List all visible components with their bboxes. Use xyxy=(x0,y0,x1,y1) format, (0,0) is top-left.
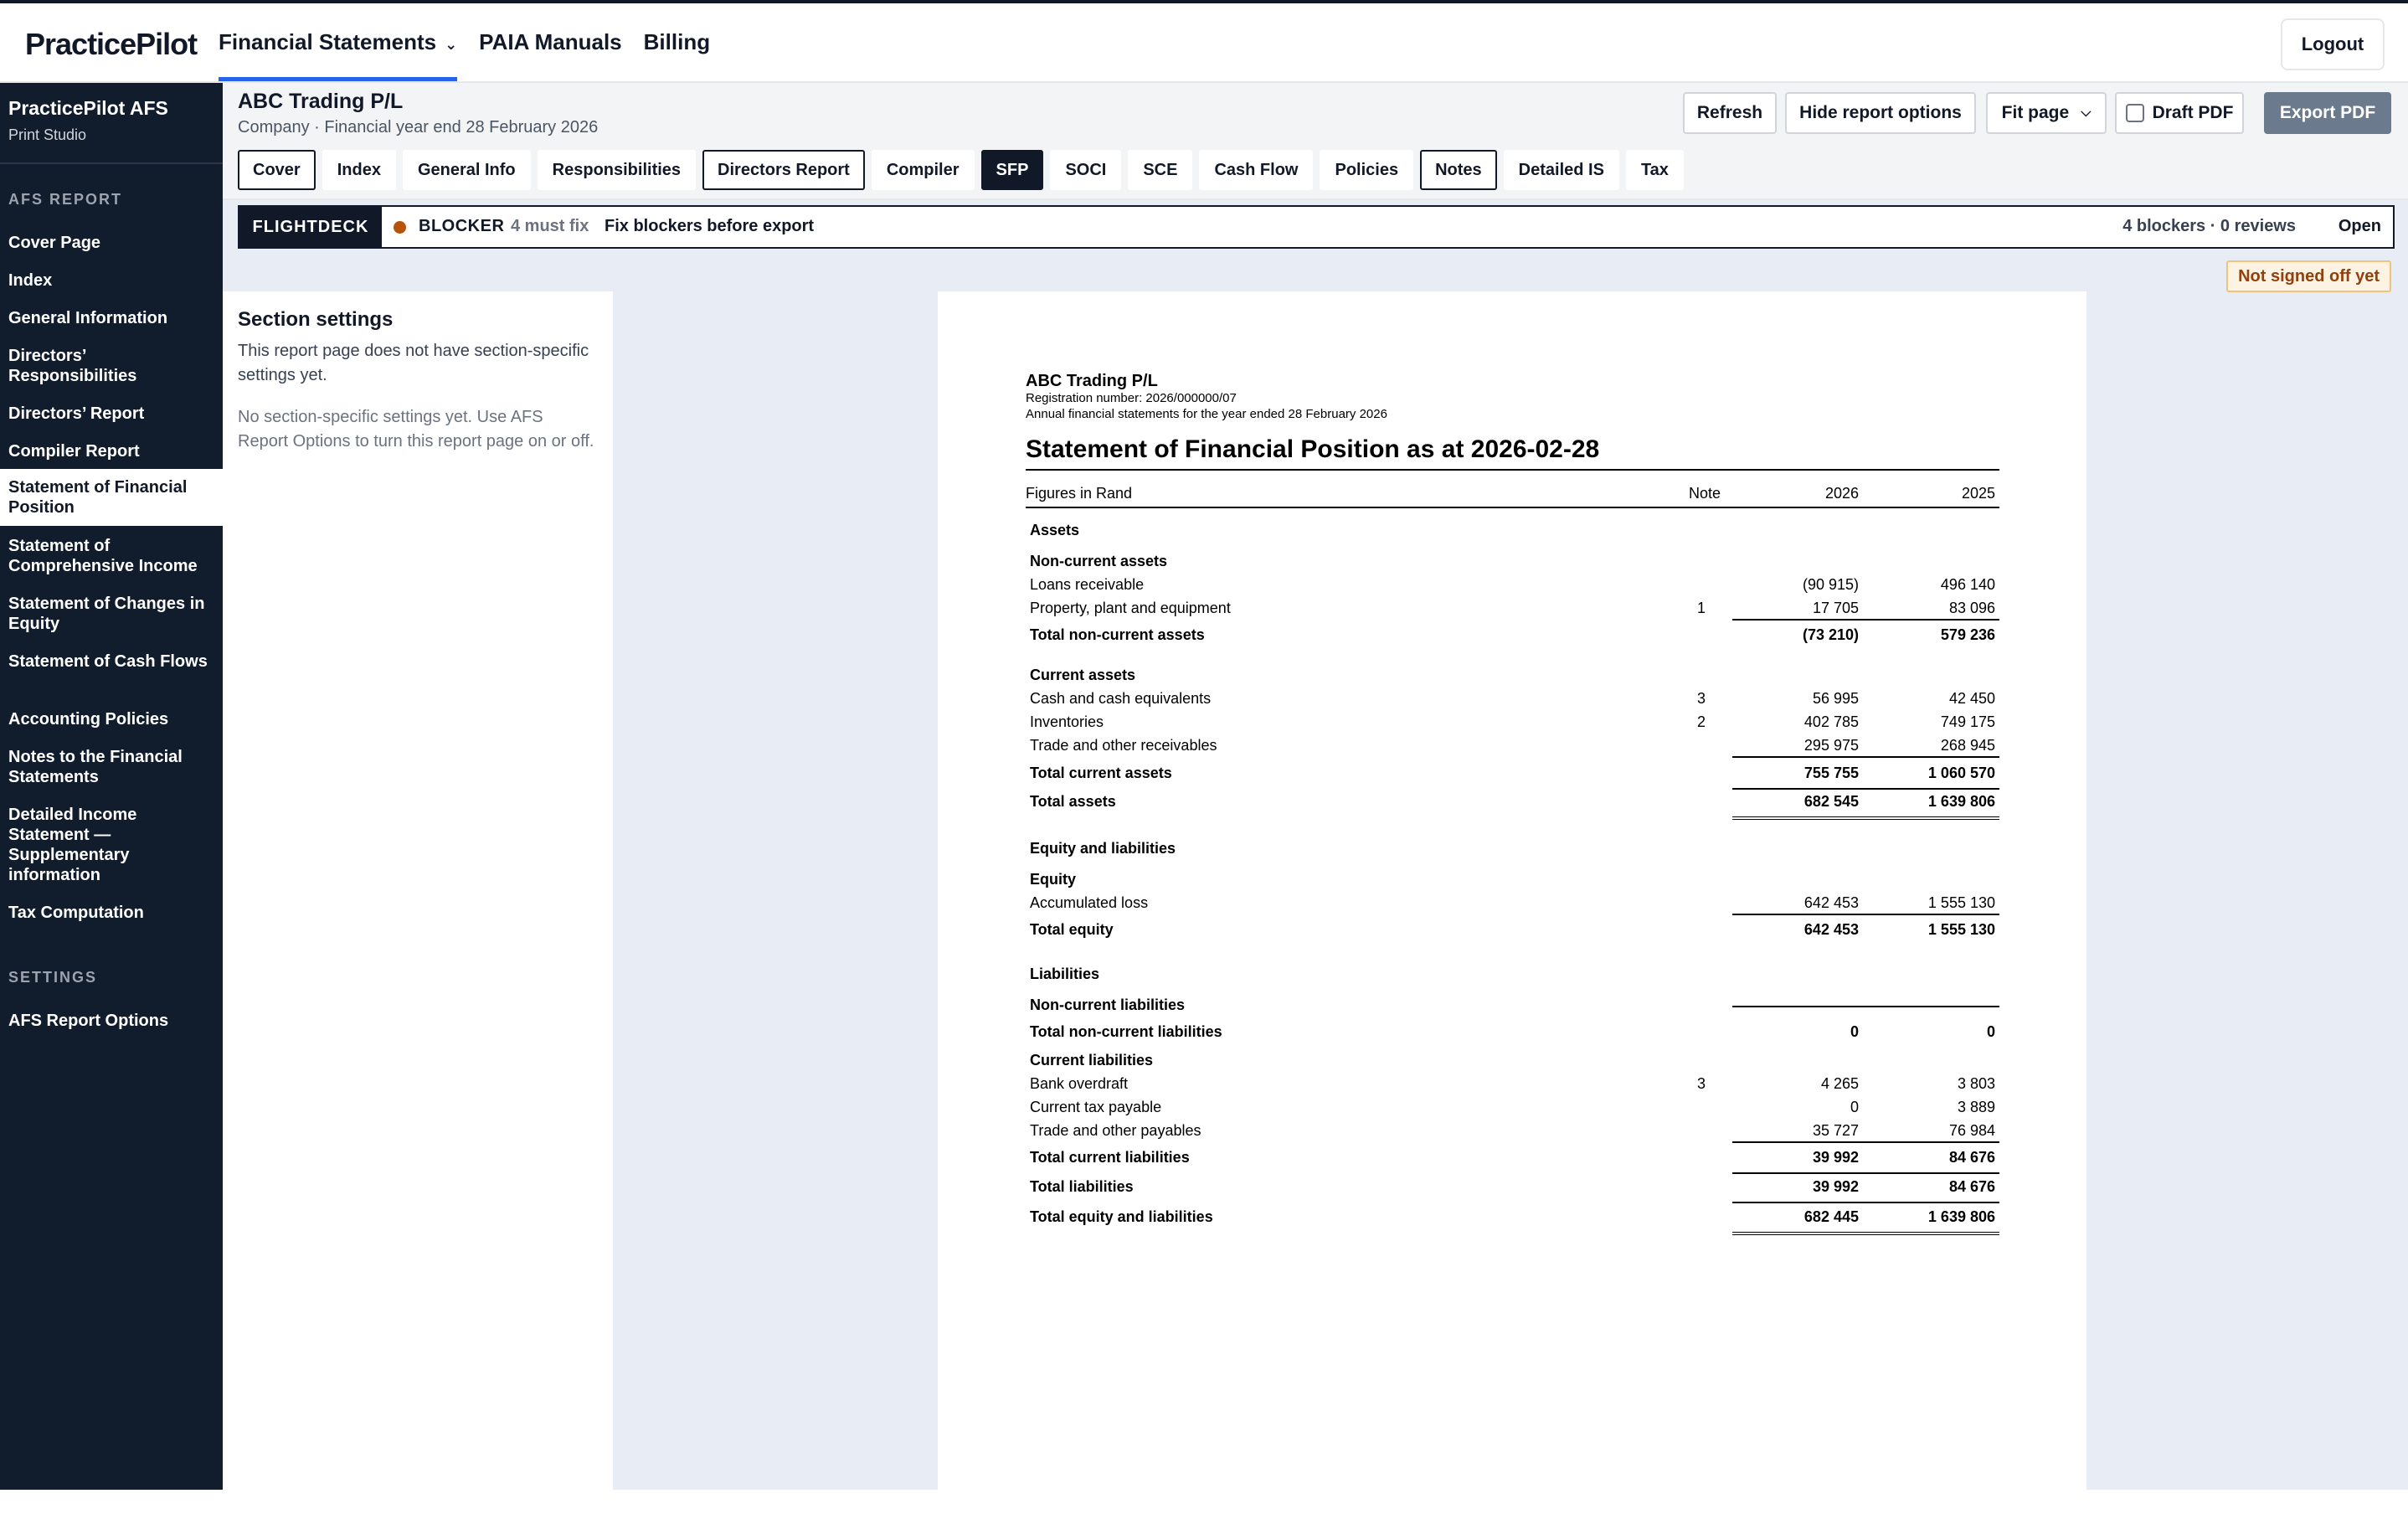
report-header xyxy=(223,83,2408,200)
tab-soci[interactable]: SOCI xyxy=(1050,150,1121,190)
row-label: Assets xyxy=(1030,522,1080,538)
row-value-2026: 17 705 xyxy=(1812,600,1859,616)
top-navbar xyxy=(0,3,2408,83)
sidebar-item-compiler-report[interactable]: Compiler Report xyxy=(8,442,140,461)
row-label: Total equity and liabilities xyxy=(1030,1208,1213,1225)
row-value-2026: 642 453 xyxy=(1803,894,1859,911)
nav-paia-manuals[interactable]: PAIA Manuals xyxy=(479,29,622,54)
row-label: Non-current assets xyxy=(1030,553,1168,569)
sidebar-item-detailed-income-statement[interactable]: Detailed Income Statement — Supplementary information xyxy=(8,806,137,884)
tab-index[interactable]: Index xyxy=(322,150,396,190)
sidebar-item-tax-computation[interactable]: Tax Computation xyxy=(8,904,144,922)
statement-title: Statement of Financial Position as at 2026-02-28 xyxy=(1026,434,1999,471)
statement-rows xyxy=(1026,508,1999,1262)
sidebar-item-directors-report[interactable]: Directors’ Report xyxy=(8,404,145,423)
row-value-2026: (73 210) xyxy=(1802,626,1859,643)
main-nav xyxy=(219,3,732,81)
total-double-rule xyxy=(1732,816,1999,820)
tab-responsibilities[interactable]: Responsibilities xyxy=(538,150,696,190)
column-header-2026: 2026 xyxy=(1824,485,1859,502)
sidebar-item-statement-of-changes-in-equity[interactable]: Statement of Changes in Equity xyxy=(8,595,205,633)
sidebar-section-afs-report: AFS REPORT xyxy=(8,191,123,208)
row-value-2025: 1 555 130 xyxy=(1927,921,1995,938)
subtotal-rule xyxy=(1732,1006,1999,1007)
tab-sce[interactable]: SCE xyxy=(1128,150,1192,190)
column-header-note: Note xyxy=(1689,485,1721,502)
column-header-figures: Figures in Rand xyxy=(1026,485,1133,502)
row-label: Accumulated loss xyxy=(1030,894,1149,911)
tab-sfp[interactable]: SFP xyxy=(981,150,1044,190)
flightdeck-must-fix: 4 must fix xyxy=(511,217,589,235)
subtotal-rule xyxy=(1732,788,1999,790)
app-logo[interactable]: PracticePilot xyxy=(25,27,198,61)
row-value-2025: 3 803 xyxy=(1957,1075,1995,1092)
export-pdf-button[interactable]: Export PDF xyxy=(2264,92,2391,134)
flightdeck-bar xyxy=(238,205,2395,249)
sidebar-subtitle: Print Studio xyxy=(8,126,87,143)
flightdeck-status: BLOCKER xyxy=(419,217,505,235)
row-note: 1 xyxy=(1696,600,1706,616)
sidebar-section-settings: SETTINGS xyxy=(8,969,98,986)
sidebar-item-accounting-policies[interactable]: Accounting Policies xyxy=(8,710,169,729)
row-label: Loans receivable xyxy=(1030,576,1145,593)
row-note: 3 xyxy=(1696,1075,1706,1092)
sidebar xyxy=(0,83,223,1490)
draft-pdf-checkbox[interactable] xyxy=(2126,104,2144,122)
row-label: Total liabilities xyxy=(1030,1178,1134,1195)
statement-document xyxy=(1026,372,1999,1262)
subtotal-rule xyxy=(1732,914,1999,915)
refresh-button[interactable]: Refresh xyxy=(1683,92,1777,134)
column-header-2025: 2025 xyxy=(1961,485,1995,502)
row-label: Total assets xyxy=(1030,793,1116,810)
flightdeck-open-button[interactable]: Open xyxy=(2338,217,2381,235)
row-value-2026: 642 453 xyxy=(1803,921,1859,938)
sidebar-item-index[interactable]: Index xyxy=(8,271,53,290)
row-label: Current assets xyxy=(1030,667,1136,683)
statement-company: ABC Trading P/L xyxy=(1026,372,1158,390)
sidebar-item-statement-of-financial-position[interactable]: Statement of Financial Position xyxy=(0,469,223,526)
row-label: Total non-current assets xyxy=(1030,626,1205,643)
subtotal-rule xyxy=(1732,619,1999,621)
draft-pdf-toggle[interactable] xyxy=(2115,92,2244,134)
row-label: Current liabilities xyxy=(1030,1052,1154,1069)
nav-financial-statements[interactable] xyxy=(219,3,457,81)
statement-registration: Registration number: 2026/000000/07 xyxy=(1026,391,1237,405)
statement-column-headers xyxy=(1026,471,1999,508)
subtotal-rule xyxy=(1732,1172,1999,1174)
row-value-2025: 496 140 xyxy=(1940,576,1995,593)
company-name: ABC Trading P/L xyxy=(238,90,404,113)
draft-pdf-label: Draft PDF xyxy=(2152,103,2234,122)
sidebar-item-statement-of-comprehensive-income[interactable]: Statement of Comprehensive Income xyxy=(8,537,198,575)
sidebar-item-statement-of-cash-flows[interactable]: Statement of Cash Flows xyxy=(8,652,208,671)
tab-directors-report[interactable]: Directors Report xyxy=(702,150,865,190)
row-label: Trade and other receivables xyxy=(1030,737,1217,754)
sidebar-item-cover-page[interactable]: Cover Page xyxy=(8,234,101,252)
nav-financial-statements-label: Financial Statements xyxy=(219,29,437,54)
row-value-2025: 42 450 xyxy=(1948,690,1995,707)
row-label: Total non-current liabilities xyxy=(1030,1023,1222,1040)
row-label: Inventories xyxy=(1030,713,1104,730)
subtotal-rule xyxy=(1732,756,1999,758)
row-value-2026: 39 992 xyxy=(1812,1149,1859,1166)
section-settings-hint: No section-specific settings yet. Use AFS Report Options to turn this report page on or off. xyxy=(238,408,594,451)
tab-compiler[interactable]: Compiler xyxy=(872,150,975,190)
row-value-2025: 1 060 570 xyxy=(1927,765,1995,781)
row-label: Total current liabilities xyxy=(1030,1149,1190,1166)
section-settings-description: This report page does not have section-specific settings yet. xyxy=(238,342,589,384)
row-value-2025: 84 676 xyxy=(1948,1178,1995,1195)
row-value-2026: 402 785 xyxy=(1803,713,1859,730)
row-value-2026: 35 727 xyxy=(1812,1122,1859,1139)
tab-cover[interactable]: Cover xyxy=(238,150,316,190)
sidebar-title: PracticePilot AFS xyxy=(8,97,168,119)
row-value-2025: 83 096 xyxy=(1948,600,1995,616)
row-label: Total equity xyxy=(1030,921,1114,938)
subtotal-rule xyxy=(1732,1202,1999,1203)
tab-cash-flow[interactable]: Cash Flow xyxy=(1199,150,1313,190)
flightdeck-message: Fix blockers before export xyxy=(605,217,815,235)
row-label: Cash and cash equivalents xyxy=(1030,690,1212,707)
row-value-2025: 84 676 xyxy=(1948,1149,1995,1166)
row-value-2026: 295 975 xyxy=(1803,737,1859,754)
chevron-down-icon: ⌵ xyxy=(2081,106,2092,120)
row-label: Total current assets xyxy=(1030,765,1172,781)
chevron-down-icon: ⌄ xyxy=(445,36,458,53)
row-value-2025: 1 555 130 xyxy=(1927,894,1995,911)
nav-billing[interactable]: Billing xyxy=(643,29,711,54)
main-content xyxy=(223,83,2408,1490)
total-double-rule xyxy=(1732,1232,1999,1235)
sidebar-item-general-information[interactable]: General Information xyxy=(8,309,168,327)
tab-notes[interactable]: Notes xyxy=(1420,150,1497,190)
section-settings-title: Section settings xyxy=(238,308,394,331)
row-value-2026: 56 995 xyxy=(1812,690,1859,707)
tab-detailed-is[interactable]: Detailed IS xyxy=(1504,150,1619,190)
row-value-2025: 3 889 xyxy=(1957,1099,1995,1115)
row-value-2026: (90 915) xyxy=(1802,576,1859,593)
row-value-2025: 76 984 xyxy=(1948,1122,1995,1139)
sidebar-item-afs-report-options[interactable]: AFS Report Options xyxy=(8,1012,169,1030)
row-label: Property, plant and equipment xyxy=(1030,600,1231,616)
company-subtitle: Company · Financial year end 28 February 2026 xyxy=(238,118,599,136)
row-value-2026: 682 445 xyxy=(1803,1208,1859,1225)
row-value-2025: 749 175 xyxy=(1940,713,1995,730)
tab-general-info[interactable]: General Info xyxy=(403,150,531,190)
row-value-2026: 755 755 xyxy=(1803,765,1859,781)
row-note: 2 xyxy=(1696,713,1706,730)
row-value-2026: 0 xyxy=(1850,1023,1859,1040)
sidebar-item-directors-responsibilities[interactable]: Directors’ Responsibilities xyxy=(8,347,137,385)
signoff-status-badge: Not signed off yet xyxy=(2226,260,2391,292)
row-note: 3 xyxy=(1696,690,1706,707)
row-label: Liabilities xyxy=(1030,966,1100,982)
section-settings-panel xyxy=(223,291,613,1490)
row-label: Equity xyxy=(1030,871,1077,888)
report-tabs xyxy=(238,150,1690,190)
blocker-status-dot-icon xyxy=(394,221,406,234)
hide-report-options-button[interactable]: Hide report options xyxy=(1785,92,1976,134)
row-label: Bank overdraft xyxy=(1030,1075,1129,1092)
sidebar-divider xyxy=(0,162,223,164)
report-preview-page xyxy=(938,291,2086,1490)
subtotal-rule xyxy=(1732,1141,1999,1143)
row-value-2026: 39 992 xyxy=(1812,1178,1859,1195)
fit-page-select-value: Fit page xyxy=(2001,103,2070,122)
tab-policies[interactable]: Policies xyxy=(1320,150,1413,190)
row-value-2026: 4 265 xyxy=(1820,1075,1859,1092)
sidebar-item-notes-to-financial-statements[interactable]: Notes to the Financial Statements xyxy=(8,748,183,786)
fit-page-select[interactable] xyxy=(1986,92,2107,134)
flightdeck-counts: 4 blockers · 0 reviews xyxy=(2122,217,2296,235)
row-label: Equity and liabilities xyxy=(1030,840,1176,857)
row-value-2026: 0 xyxy=(1850,1099,1859,1115)
row-label: Current tax payable xyxy=(1030,1099,1162,1115)
row-value-2026: 682 545 xyxy=(1803,793,1859,810)
tab-tax[interactable]: Tax xyxy=(1626,150,1684,190)
row-label: Non-current liabilities xyxy=(1030,996,1186,1013)
flightdeck-label: FLIGHTDECK xyxy=(239,207,382,247)
statement-period: Annual financial statements for the year ended 28 February 2026 xyxy=(1026,407,1387,421)
logout-button[interactable]: Logout xyxy=(2281,18,2385,70)
row-value-2025: 0 xyxy=(1986,1023,1995,1040)
row-label: Trade and other payables xyxy=(1030,1122,1201,1139)
row-value-2025: 268 945 xyxy=(1940,737,1995,754)
row-value-2025: 1 639 806 xyxy=(1927,1208,1995,1225)
row-value-2025: 579 236 xyxy=(1940,626,1995,643)
row-value-2025: 1 639 806 xyxy=(1927,793,1995,810)
